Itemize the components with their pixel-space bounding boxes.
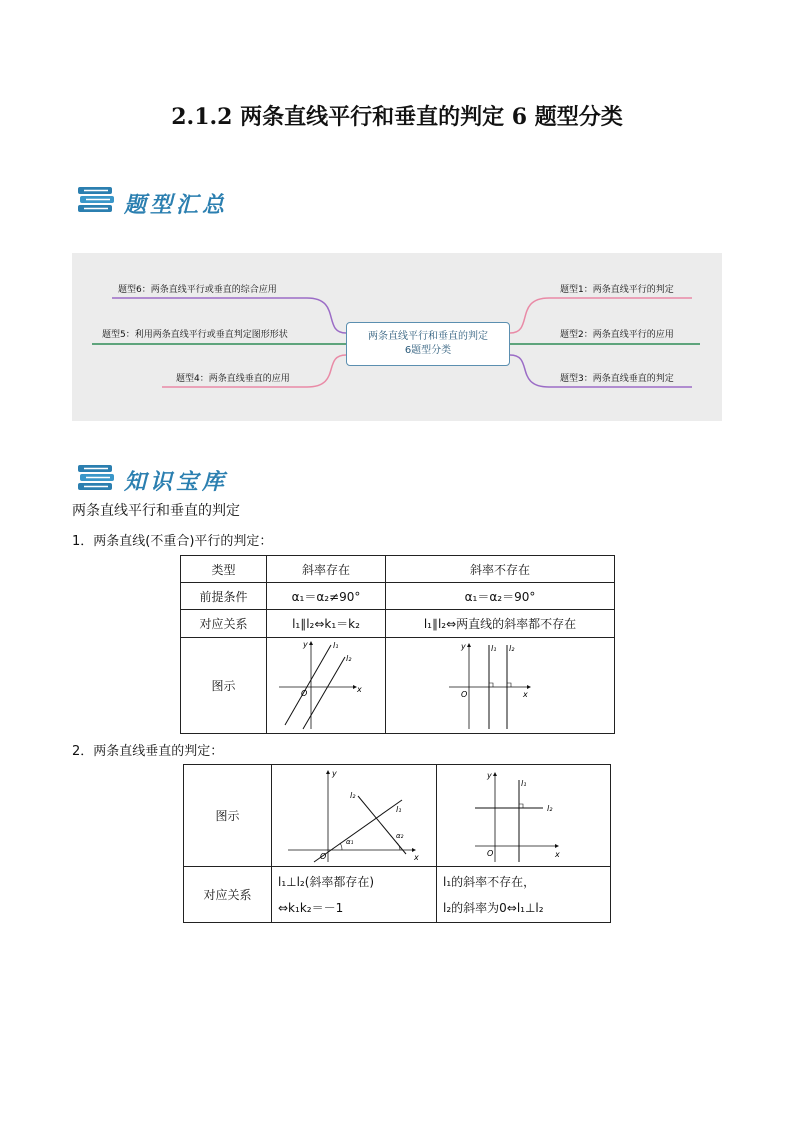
figure-parallel-slopes	[267, 638, 386, 734]
header-type: 类型	[181, 556, 267, 583]
premise-not-exists: α₁＝α₂＝90°	[386, 583, 615, 610]
mindmap-center-line1: 两条直线平行和垂直的判定	[368, 331, 488, 342]
axis-label-y: y	[332, 768, 337, 778]
line-label-l2: l₂	[350, 790, 356, 800]
page-title: 2.1.2 两条直线平行和垂直的判定 6 题型分类	[171, 104, 623, 130]
angle-label-a2: α₂	[396, 831, 404, 840]
section-title-knowledge: 知识宝库	[124, 469, 229, 495]
relation-axis-aligned	[437, 867, 611, 923]
figure-vertical-lines	[386, 638, 615, 734]
mindmap-item-3: 题型3：两条直线垂直的判定	[560, 374, 674, 384]
mind-map	[72, 253, 722, 421]
mindmap-center-line2: 6题型分类	[404, 345, 452, 356]
header-slope-exists: 斜率存在	[267, 556, 386, 583]
origin-label: O	[320, 851, 327, 861]
row-figure-label: 图示	[184, 765, 272, 867]
row-figure-label: 图示	[181, 638, 267, 734]
row-relation-label: 对应关系	[184, 867, 272, 923]
section-title-summary: 题型汇总	[124, 192, 229, 218]
books-icon	[76, 183, 120, 219]
point-1: 1．两条直线(不重合)平行的判定：	[72, 534, 273, 549]
axis-label-y: y	[303, 639, 308, 649]
perpendicular-table	[183, 764, 611, 923]
row-premise-label: 前提条件	[181, 583, 267, 610]
point-2: 2．两条直线垂直的判定：	[72, 744, 224, 759]
origin-label: O	[486, 848, 493, 858]
relation-slopes-exist-line2: ⇔k₁k₂＝－1	[278, 900, 344, 915]
line-label-l1: l₁	[491, 643, 497, 653]
subtitle: 两条直线平行和垂直的判定	[72, 503, 240, 519]
axis-label-x: x	[554, 849, 560, 859]
perpendicular-lines-diagram	[284, 766, 424, 866]
relation-slopes-exist	[272, 867, 437, 923]
premise-exists: α₁＝α₂≠90°	[267, 583, 386, 610]
relation-not-exists: l₁∥l₂⇔两直线的斜率都不存在	[386, 610, 615, 638]
mindmap-item-5: 题型5：利用两条直线平行或垂直判定图形形状	[102, 330, 288, 340]
header-slope-not-exists: 斜率不存在	[386, 556, 615, 583]
mindmap-item-6: 题型6：两条直线平行或垂直的综合应用	[118, 285, 277, 295]
relation-axis-aligned-line2: l₂的斜率为0⇔l₁⊥l₂	[443, 900, 544, 915]
line-label-l1: l₁	[520, 778, 526, 788]
line-label-l2: l₂	[346, 653, 352, 663]
mindmap-item-4: 题型4：两条直线垂直的应用	[176, 374, 290, 384]
mindmap-center	[346, 322, 510, 366]
vertical-lines-diagram	[445, 639, 555, 733]
line-label-l1: l₁	[333, 640, 339, 650]
axis-perpendicular-diagram	[469, 766, 579, 866]
books-icon	[76, 461, 120, 497]
origin-label: O	[461, 689, 468, 699]
relation-axis-aligned-line1: l₁的斜率不存在，	[443, 874, 536, 889]
axis-label-x: x	[357, 684, 362, 694]
mindmap-item-2: 题型2：两条直线平行的应用	[560, 330, 674, 340]
figure-axis-perpendicular	[437, 765, 611, 867]
relation-slopes-exist-line1: l₁⊥l₂(斜率都存在)	[278, 874, 375, 889]
axis-label-y: y	[461, 641, 466, 651]
row-relation-label: 对应关系	[181, 610, 267, 638]
axis-label-x: x	[523, 689, 528, 699]
line-label-l2: l₂	[546, 803, 552, 813]
origin-label: O	[301, 688, 308, 698]
figure-perpendicular-slopes	[272, 765, 437, 867]
parallel-table	[180, 555, 615, 734]
parallel-lines-diagram	[271, 639, 381, 733]
axis-label-y: y	[486, 770, 492, 780]
relation-exists: l₁∥l₂⇔k₁＝k₂	[267, 610, 386, 638]
angle-label-a1: α₁	[346, 837, 354, 846]
line-label-l1: l₁	[396, 804, 402, 814]
line-label-l2: l₂	[509, 643, 515, 653]
axis-label-x: x	[414, 852, 419, 862]
mindmap-item-1: 题型1：两条直线平行的判定	[560, 285, 674, 295]
